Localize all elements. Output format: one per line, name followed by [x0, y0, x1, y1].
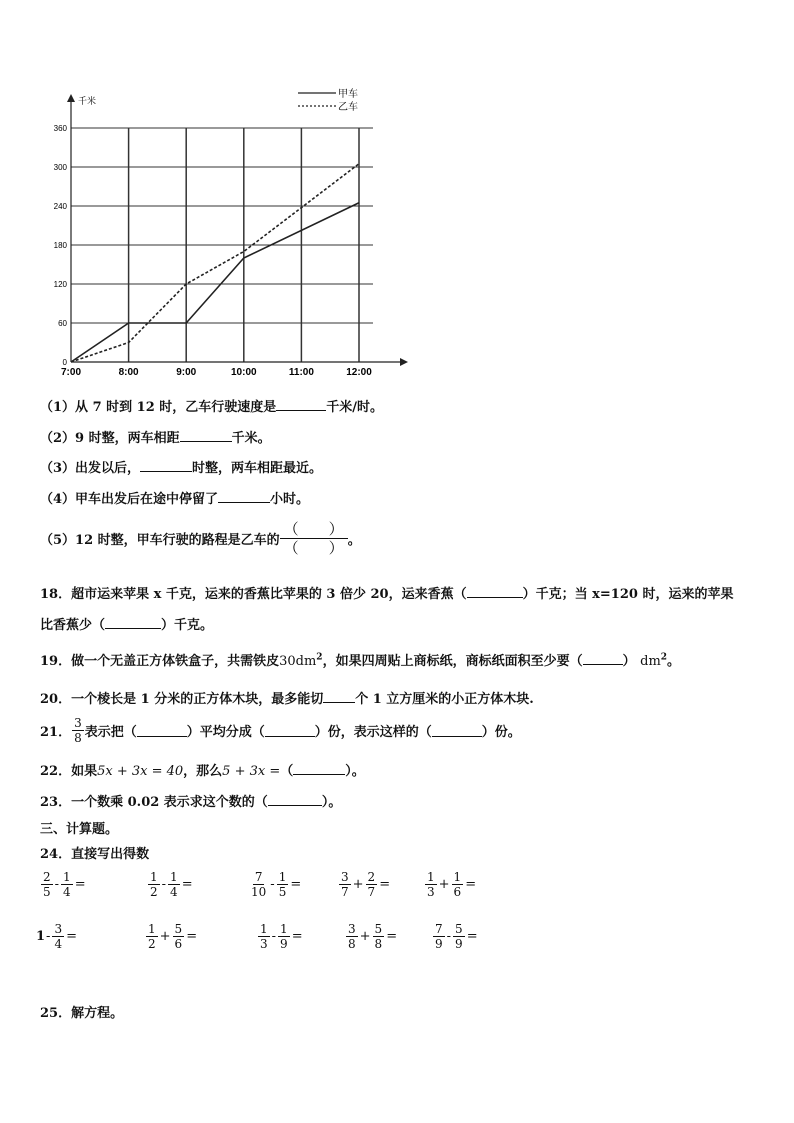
answer-blank[interactable] [137, 724, 187, 737]
q22: 22．如果5x + 3x = 40，那么5 + 3x =（ ）。 [40, 764, 365, 779]
equals-sign: = [66, 929, 77, 944]
legend-label-jia: 甲车 [338, 89, 358, 100]
fraction: $\frac{5}{8}$ [374, 922, 383, 951]
fraction: $\frac{2}{7}$ [367, 870, 376, 899]
answer-blank[interactable] [265, 724, 315, 737]
q17-2: （2）9 时整，两车相距 千米。 [40, 431, 271, 446]
fraction: $\frac{1}{2}$ [150, 870, 158, 899]
fraction-3-8: $\frac{3}{8}$ [74, 716, 82, 745]
row2-expr-4: $\frac{3}{8}$ + $\frac{5}{8}$ = [348, 922, 398, 951]
equals-sign: = [181, 877, 193, 892]
fraction: $\frac{7}{9}$ [435, 922, 443, 951]
row1-expr-1: $\frac{2}{5}$ - $\frac{1}{4}$ = [43, 870, 86, 899]
equals-sign: = [466, 929, 478, 944]
section-3-title: 三、计算题。 [40, 822, 119, 837]
fraction: $\frac{1}{5}$ [278, 870, 287, 899]
q17-5: （5）12 时整，甲车行驶的路程是乙车的 $\frac{( )}{( )}$ 。 [40, 520, 361, 557]
equals-sign: = [291, 929, 303, 944]
legend-label-yi: 乙车 [338, 102, 358, 113]
x-tick-7:00: 7:00 [60, 367, 82, 378]
fraction: $\frac{1}{6}$ [453, 870, 462, 899]
row1-expr-2: $\frac{1}{2}$ - $\frac{1}{4}$ = [150, 870, 193, 899]
answer-blank[interactable] [276, 398, 326, 411]
chart-series [71, 164, 359, 362]
answer-blank[interactable] [583, 652, 623, 665]
row2-expr-3: $\frac{1}{3}$ - $\frac{1}{9}$ = [260, 922, 303, 951]
equals-sign: = [379, 877, 391, 892]
q18-line1: 18．超市运来苹果 x 千克，运来的香蕉比苹果的 3 倍少 20，运来香蕉（ ）千克；当 x=120 时，运来的苹果 [40, 587, 734, 602]
row2-expr-2: $\frac{1}{2}$ + $\frac{5}{6}$ = [148, 922, 198, 951]
q23: 23．一个数乘 0.02 表示求这个数的（ ）。 [40, 795, 342, 810]
y-tick-0: 0 [62, 358, 67, 367]
q21: 21． $\frac{3}{8}$ 表示把（ ）平均分成（ ）份，表示这样的（ ）份。 [40, 716, 521, 745]
y-axis-arrow [67, 94, 75, 102]
fraction: $\frac{1}{4}$ [63, 870, 71, 899]
y-tick-60: 60 [58, 319, 67, 328]
x-tick-9:00: 9:00 [176, 367, 197, 378]
y-tick-360: 360 [53, 124, 67, 133]
fraction: $\frac{5}{6}$ [174, 922, 183, 951]
q24-title: 24．直接写出得数 [40, 847, 150, 862]
answer-blank[interactable] [268, 793, 322, 806]
q18-line2: 比香蕉少（ ）千克。 [40, 618, 214, 633]
travel-chart [0, 0, 420, 385]
equals-sign: = [386, 929, 398, 944]
x-tick-12:00: 12:00 [346, 367, 372, 378]
answer-blank[interactable] [140, 459, 192, 472]
answer-blank[interactable] [180, 429, 232, 442]
q19: 19．做一个无盖正方体铁盒子，共需铁皮$30dm^2$，如果四周贴上商标纸，商标纸面积至少要（ ） $dm^2$。 [40, 652, 681, 669]
fraction: $\frac{3}{8}$ [348, 922, 356, 951]
fraction: $\frac{7}{10}$ [251, 870, 267, 899]
answer-blank[interactable] [293, 762, 345, 775]
q17-1: （1）从 7 时到 12 时，乙车行驶速度是 千米/时。 [40, 400, 384, 415]
row1-expr-5: $\frac{1}{3}$ + $\frac{1}{6}$ = [427, 870, 477, 899]
series-line-0 [71, 203, 359, 362]
equals-sign: = [465, 877, 477, 892]
equals-sign: = [290, 877, 302, 892]
y-axis-label: 千米 [78, 96, 97, 106]
q20: 20．一个棱长是 1 分米的正方体木块，最多能切 个 1 立方厘米的小正方体木块. [40, 692, 534, 707]
answer-blank[interactable] [323, 690, 355, 703]
equals-sign: = [186, 929, 198, 944]
y-tick-180: 180 [53, 241, 67, 250]
y-tick-240: 240 [53, 202, 67, 211]
chart-axes [67, 94, 408, 366]
x-axis-arrow [400, 358, 408, 366]
y-tick-120: 120 [53, 280, 67, 289]
x-tick-11:00: 11:00 [288, 367, 314, 378]
fraction: $\frac{1}{3}$ [427, 870, 435, 899]
q25-title: 25．解方程。 [40, 1006, 124, 1021]
q17-3: （3）出发以后， 时整，两车相距最近。 [40, 461, 323, 476]
chart-legend [298, 88, 358, 113]
fraction: $\frac{2}{5}$ [43, 870, 51, 899]
fraction: $\frac{1}{9}$ [280, 922, 288, 951]
answer-blank[interactable] [218, 490, 270, 503]
fraction: $\frac{1}{3}$ [260, 922, 268, 951]
fraction: $\frac{1}{2}$ [148, 922, 156, 951]
answer-blank[interactable] [105, 616, 161, 629]
answer-blank[interactable] [467, 585, 523, 598]
fraction: $\frac{3}{7}$ [341, 870, 349, 899]
fraction: $\frac{1}{4}$ [170, 870, 178, 899]
x-tick-10:00: 10:00 [231, 367, 257, 378]
answer-blank[interactable] [432, 724, 482, 737]
y-tick-300: 300 [53, 163, 67, 172]
fraction: $\frac{5}{9}$ [455, 922, 463, 951]
fraction-blank[interactable]: $\frac{( )}{( )}$ [280, 520, 348, 557]
x-tick-8:00: 8:00 [118, 367, 139, 378]
chart-tick-labels [54, 124, 373, 378]
row1-expr-4: $\frac{3}{7}$ + $\frac{2}{7}$ = [341, 870, 391, 899]
row2-expr-1: 1 - $\frac{3}{4}$ = [36, 922, 77, 951]
equals-sign: = [74, 877, 86, 892]
row2-expr-5: $\frac{7}{9}$ - $\frac{5}{9}$ = [435, 922, 478, 951]
row1-expr-3: $\frac{7}{10}$ - $\frac{1}{5}$ = [251, 870, 302, 899]
chart-grid [71, 128, 373, 362]
fraction: $\frac{3}{4}$ [54, 922, 63, 951]
q17-4: （4）甲车出发后在途中停留了 小时。 [40, 492, 310, 507]
